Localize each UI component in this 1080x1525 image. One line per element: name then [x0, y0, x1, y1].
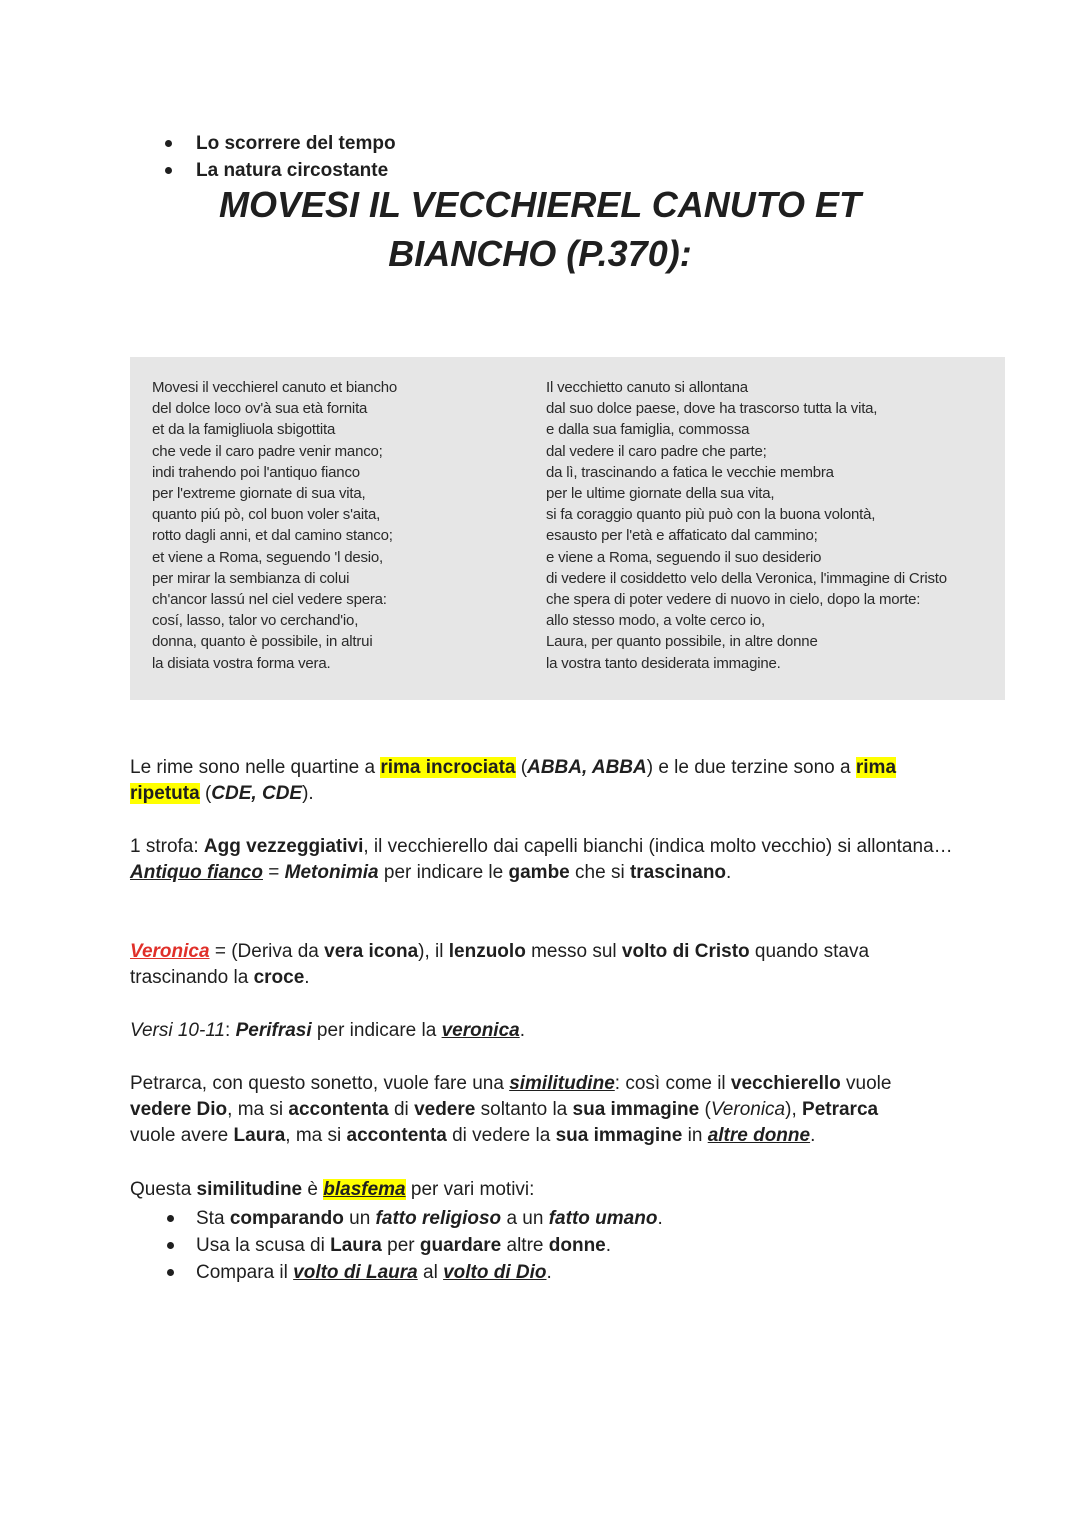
text-run: = (Deriva da	[209, 941, 325, 962]
italic-term: Veronica	[710, 1099, 786, 1120]
poem-line: et da la famigliuola sbigottita	[152, 421, 336, 439]
text-run: di vedere la	[446, 1125, 556, 1146]
text-run: altre	[501, 1235, 549, 1256]
paraphrase-line: allo stesso modo, a volte cerco io,	[546, 612, 765, 630]
motivo-item	[150, 1259, 663, 1286]
text-run: (	[199, 783, 212, 804]
text-run: per indicare le	[378, 862, 509, 883]
paraphrase-line: dal suo dolce paese, dove ha trascorso tutta la vita,	[546, 400, 878, 418]
poem-line: del dolce loco ov'à sua età fornita	[152, 400, 368, 418]
paraphrase-line: e viene a Roma, seguendo il suo desiderio	[546, 548, 822, 566]
poem-line: indi trahendo poi l'antiquo fianco	[152, 463, 360, 481]
versi-paragraph	[130, 1018, 960, 1044]
bold-term: Laura	[330, 1235, 382, 1256]
highlight-rima-incrociata: rima incrociata	[380, 757, 516, 778]
veronica-paragraph	[130, 939, 960, 991]
text-run: =	[262, 862, 285, 883]
poem-line: per mirar la sembianza di colui	[152, 569, 350, 587]
term-volto-di-laura: volto di Laura	[293, 1262, 418, 1283]
intro-bullet-list	[150, 130, 396, 184]
text-run: .	[605, 1235, 612, 1256]
text-run: per vari motivi:	[405, 1179, 535, 1200]
text-run: Usa la scusa di	[196, 1235, 331, 1256]
bold-term: lenzuolo	[448, 941, 526, 962]
text-run: che si	[569, 862, 630, 883]
bold-term: gambe	[508, 862, 570, 883]
text-run: Sta	[196, 1208, 230, 1229]
poem-line: ch'ancor lassú nel ciel vedere spera:	[152, 591, 387, 609]
poem-line: cosí, lasso, talor vo cerchand'io,	[152, 612, 359, 630]
poem-image-box	[130, 357, 1005, 700]
highlight-blasfema: blasfema	[323, 1179, 406, 1200]
text-run: in	[682, 1125, 708, 1146]
term-volto-di-dio: volto di Dio	[443, 1262, 547, 1283]
bold-term: croce	[253, 967, 305, 988]
bold-term: Petrarca	[802, 1099, 879, 1120]
bold-term: volto di Cristo	[621, 941, 750, 962]
text-run: ).	[302, 783, 314, 804]
bullet-item: Lo scorrere del tempo	[150, 130, 396, 157]
text-run: .	[546, 1262, 552, 1283]
term-veronica-underlined: veronica	[441, 1020, 520, 1041]
text-run: per	[381, 1235, 420, 1256]
text-run: ) e le due terzine sono a	[646, 757, 856, 778]
bold-term: Laura	[233, 1125, 286, 1146]
text-run: .	[519, 1020, 525, 1041]
text-run: , ma si	[227, 1099, 289, 1120]
paraphrase-line: Laura, per quanto possibile, in altre donne	[546, 633, 818, 651]
text-run: .	[657, 1208, 663, 1229]
sonnet-title	[130, 180, 950, 278]
text-run: ),	[785, 1099, 803, 1120]
term-altre-donne: altre donne	[707, 1125, 811, 1146]
text-run: Le rime sono nelle quartine a	[130, 757, 381, 778]
text-run: .	[810, 1125, 816, 1146]
text-run: .	[726, 862, 732, 883]
bold-italic-term: fatto umano	[548, 1208, 658, 1229]
text-run: Questa	[130, 1179, 197, 1200]
bold-italic-term: fatto religioso	[375, 1208, 502, 1229]
paraphrase-line: dal vedere il caro padre che parte;	[546, 442, 767, 460]
paraphrase-line: che spera di poter vedere di nuovo in cielo, dopo la morte:	[546, 591, 921, 609]
poem-line: la disiata vostra forma vera.	[152, 654, 331, 672]
text-run: soltanto la	[475, 1099, 573, 1120]
text-run: : così come il	[614, 1073, 731, 1094]
text-run: (	[515, 757, 528, 778]
text-run: messo sul	[525, 941, 622, 962]
highlight-rima: rima	[855, 757, 897, 778]
term-perifrasi: Perifrasi	[235, 1020, 312, 1041]
similitudine-paragraph	[130, 1071, 960, 1149]
text-run: :	[225, 1020, 236, 1041]
poem-line: per l'extreme giornate di sua vita,	[152, 485, 366, 503]
bold-term: Agg vezzeggiativi	[203, 836, 364, 857]
text-run: , il vecchierello dai capelli bianchi (indica molto vecchio) si allontana…	[363, 836, 953, 857]
title-line-1: MOVESI IL VECCHIEREL CANUTO ET	[218, 184, 862, 225]
paraphrase-line: la vostra tanto desiderata immagine.	[546, 654, 781, 672]
bold-term: guardare	[419, 1235, 502, 1256]
text-run: (	[699, 1099, 711, 1120]
blasfema-paragraph	[130, 1177, 960, 1203]
text-run: di	[388, 1099, 415, 1120]
text-run: per indicare la	[311, 1020, 442, 1041]
motivo-item	[150, 1205, 663, 1232]
paraphrase-line: e dalla sua famiglia, commossa	[546, 421, 750, 439]
bold-term: accontenta	[288, 1099, 389, 1120]
poem-original-column	[152, 377, 397, 674]
term-similitudine: similitudine	[509, 1073, 615, 1094]
paraphrase-line: da lì, trascinando a fatica le vecchie membra	[546, 463, 834, 481]
bold-term: sua immagine	[555, 1125, 683, 1146]
text-run: Petrarca, con questo sonetto, vuole fare una	[130, 1073, 510, 1094]
bold-term: vedere	[414, 1099, 476, 1120]
term-veronica: Veronica	[130, 941, 210, 962]
bold-term: donne	[548, 1235, 606, 1256]
paraphrase-line: Il vecchietto canuto si allontana	[546, 379, 748, 396]
text-run: .	[304, 967, 310, 988]
poem-line: quanto piú pò, col buon voler s'aita,	[152, 506, 381, 524]
highlight-ripetuta: ripetuta	[130, 783, 200, 804]
bold-term: vecchierello	[730, 1073, 841, 1094]
text-run: a un	[501, 1208, 549, 1229]
poem-line: et viene a Roma, seguendo 'l desio,	[152, 548, 384, 566]
bold-term: trascinano	[629, 862, 727, 883]
strofa-paragraph	[130, 834, 960, 886]
rhyme-scheme-terzine: CDE, CDE	[211, 783, 303, 804]
poem-line: che vede il caro padre venir manco;	[152, 442, 383, 460]
text-run: 1 strofa:	[130, 836, 204, 857]
text-run: al	[417, 1262, 444, 1283]
paraphrase-line: si fa coraggio quanto più può con la buona volontà,	[546, 506, 876, 524]
bold-term: comparando	[229, 1208, 344, 1229]
motivo-item	[150, 1232, 663, 1259]
poem-line: rotto dagli anni, et dal camino stanco;	[152, 527, 393, 545]
text-run: un	[343, 1208, 376, 1229]
bold-term: accontenta	[346, 1125, 447, 1146]
text-run: vuole avere	[130, 1125, 234, 1146]
text-run: vuole	[840, 1073, 892, 1094]
bullet-item: La natura circostante	[150, 157, 396, 184]
italic-term: Versi 10-11	[130, 1020, 226, 1041]
bold-term: similitudine	[196, 1179, 303, 1200]
text-run: , ma si	[285, 1125, 347, 1146]
motivi-list	[150, 1205, 663, 1286]
text-run: è	[302, 1179, 324, 1200]
term-antiquo-fianco: Antiquo fianco	[130, 862, 263, 883]
bold-term: vedere Dio	[130, 1099, 228, 1120]
text-run: ), il	[418, 941, 449, 962]
paraphrase-line: di vedere il cosiddetto velo della Veronica, l'immagine di Cristo	[546, 569, 947, 587]
rime-paragraph	[130, 755, 960, 807]
paraphrase-line: esausto per l'età e affaticato dal cammino;	[546, 527, 818, 545]
bold-term: sua immagine	[572, 1099, 700, 1120]
poem-line: Movesi il vecchierel canuto et biancho	[152, 379, 398, 396]
text-run: quando stava trascinando la	[130, 941, 870, 988]
poem-line: donna, quanto è possibile, in altrui	[152, 633, 373, 651]
poem-paraphrase-column	[546, 377, 947, 674]
paraphrase-line: per le ultime giornate della sua vita,	[546, 485, 775, 503]
text-run: Compara il	[196, 1262, 294, 1283]
bold-term: vera icona	[324, 941, 419, 962]
term-metonimia: Metonimia	[284, 862, 379, 883]
title-line-2: BIANCHO (P.370):	[388, 233, 692, 274]
rhyme-scheme-quartine: ABBA, ABBA	[527, 757, 647, 778]
